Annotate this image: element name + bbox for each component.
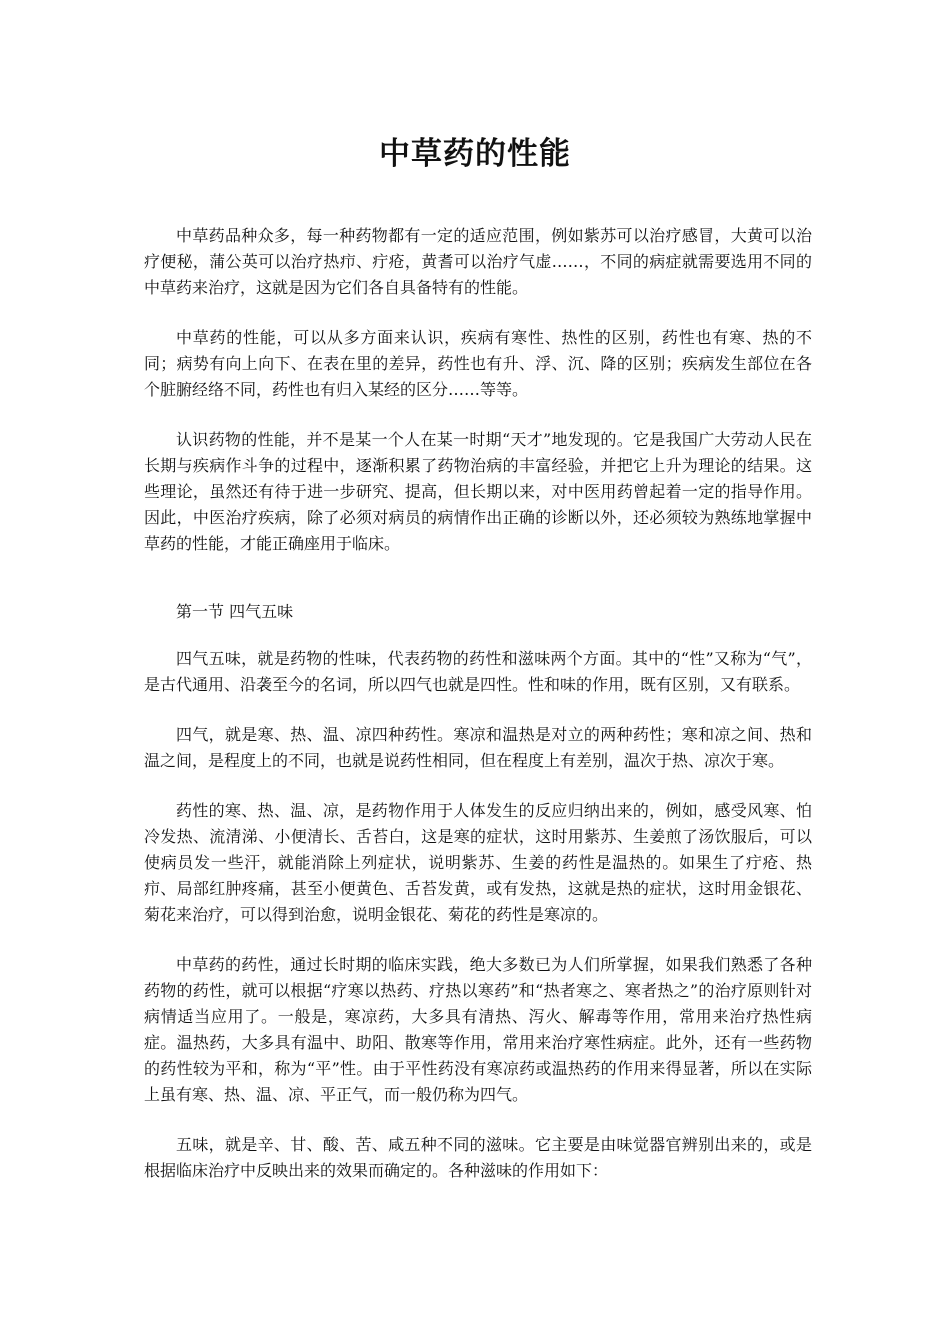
section-heading: 第一节 四气五味	[176, 602, 294, 621]
intro-paragraph-2: 中草药的性能，可以从多方面来认识，疾病有寒性、热性的区别，药性也有寒、热的不同；病势有向上向下、在表在里的差异，药性也有升、浮、沉、降的区别；疾病发生部位在各个脏腑经络不同，药性也有归入某经的区分……等等。	[144, 328, 812, 399]
section-paragraph-3: 药性的寒、热、温、凉，是药物作用于人体发生的反应归纳出来的，例如，感受风寒、怕冷发热、流清涕、小便清长、舌苔白，这是寒的症状，这时用紫苏、生姜煎了汤饮服后，可以使病员发一些汗，就能消除上列症状，说明紫苏、生姜的药性是温热的。如果生了疔疮、热疖、局部红肿疼痛，甚至小便黄色、舌苔发黄，或有发热，这就是热的症状，这时用金银花、菊花来治疗，可以得到治愈，说明金银花、菊花的药性是寒凉的。	[144, 801, 812, 924]
document-title: 中草药的性能	[379, 136, 571, 172]
section-paragraph-1: 四气五味，就是药物的性味，代表药物的药性和滋味两个方面。其中的“性”又称为“气”，是古代通用、沿袭至今的名词，所以四气也就是四性。性和味的作用，既有区别，又有联系。	[144, 649, 812, 694]
section-paragraph-2: 四气，就是寒、热、温、凉四种药性。寒凉和温热是对立的两种药性；寒和凉之间、热和温之间，是程度上的不同，也就是说药性相同，但在程度上有差别，温次于热、凉次于寒。	[144, 725, 812, 770]
section-paragraph-5: 五味，就是辛、甘、酸、苦、咸五种不同的滋味。它主要是由味觉器官辨别出来的，或是根据临床治疗中反映出来的效果而确定的。各种滋味的作用如下：	[144, 1135, 812, 1180]
intro-paragraph-3: 认识药物的性能，并不是某一个人在某一时期“天才”地发现的。它是我国广大劳动人民在长期与疾病作斗争的过程中，逐渐积累了药物治病的丰富经验，并把它上升为理论的结果。这些理论，虽然还有待于进一步研究、提高，但长期以来，对中医用药曾起着一定的指导作用。因此，中医治疗疾病，除了必须对病员的病情作出正确的诊断以外，还必须较为熟练地掌握中草药的性能，才能正确座用于临床。	[144, 430, 812, 553]
document-body	[144, 223, 812, 1208]
intro-paragraph-1: 中草药品种众多，每一种药物都有一定的适应范围，例如紫苏可以治疗感冒，大黄可以治疗便秘，蒲公英可以治疗热疖、疔疮，黄耆可以治疗气虚……，不同的病症就需要选用不同的中草药来治疗，这就是因为它们各自具备特有的性能。	[144, 226, 812, 297]
section-paragraph-4: 中草药的药性，通过长时期的临床实践，绝大多数已为人们所掌握，如果我们熟悉了各种药物的药性，就可以根据“疗寒以热药、疗热以寒药”和“热者寒之、寒者热之”的治疗原则针对病情适当应用了。一般是，寒凉药，大多具有清热、泻火、解毒等作用，常用来治疗热性病症。温热药，大多具有温中、助阳、散寒等作用，常用来治疗寒性病症。此外，还有一些药物的药性较为平和，称为“平”性。由于平性药没有寒凉药或温热药的作用来得显著，所以在实际上虽有寒、热、温、凉、平正气，而一般仍称为四气。	[144, 955, 812, 1104]
